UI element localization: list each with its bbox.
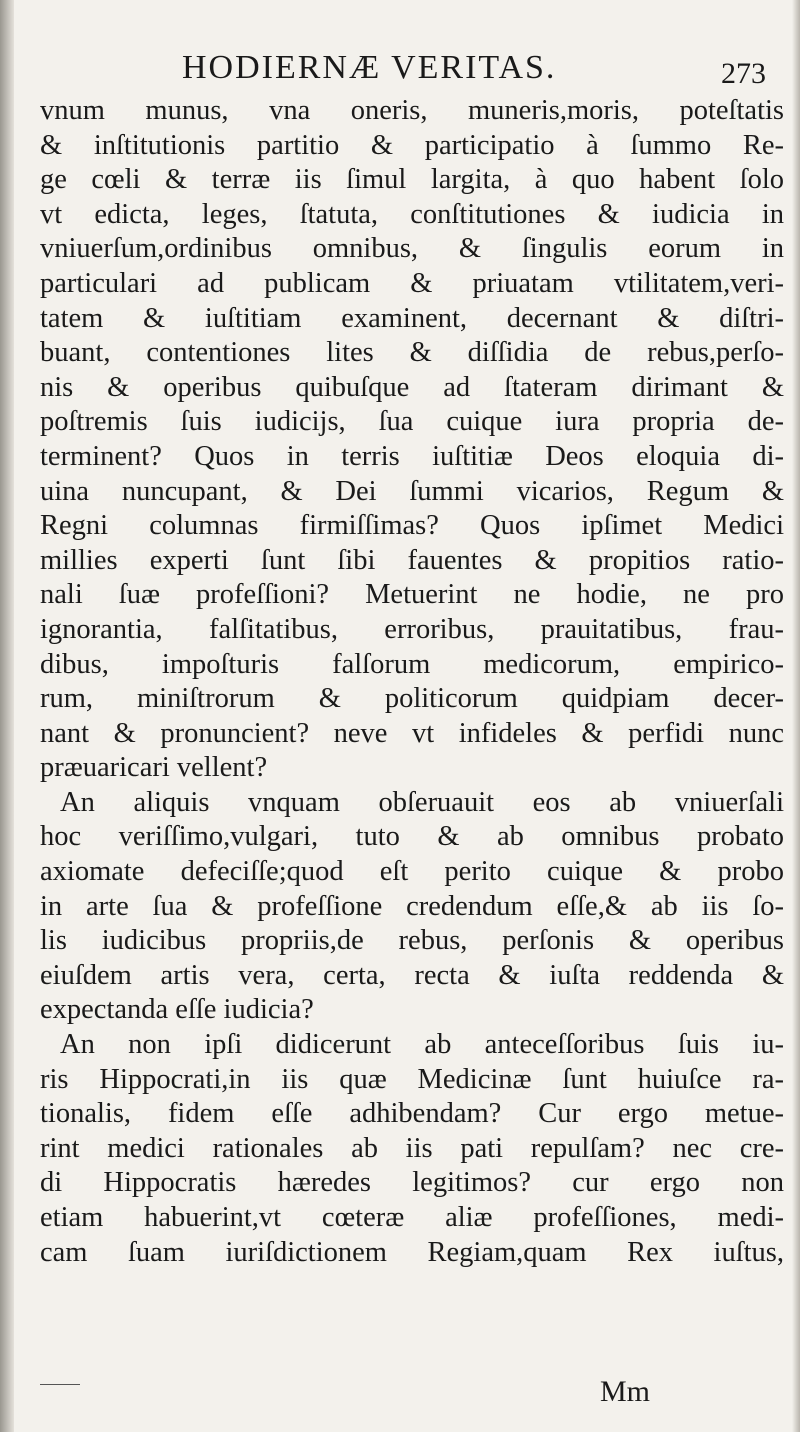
footer-rule [40, 1384, 80, 1385]
text-line: ris Hippocrati,in iis quæ Medicinæ ſunt huiuſce ra- [40, 1063, 784, 1095]
text-line: ignorantia, falſitatibus, erroribus, prauitatibus, frau- [40, 613, 784, 645]
text-line: vnum munus, vna oneris, muneris,moris, poteſtatis [40, 95, 784, 126]
text-line: nali ſuæ profeſſioni? Metuerint ne hodie, ne pro [40, 579, 784, 611]
paragraph-end-line: præuaricari vellent? [40, 752, 268, 784]
running-title: HODIERNÆ VERITAS. [182, 49, 557, 86]
text-line: cam ſuam iuriſdictionem Regiam,quam Rex iuſtus, [40, 1236, 784, 1268]
paragraph-start-line: An aliquis vnquam obſeruauit eos ab vniuerſali [60, 786, 784, 818]
text-line: vt edicta, leges, ſtatuta, conſtitutiones & iudicia in [40, 198, 784, 230]
text-line: di Hippocratis hæredes legitimos? cur ergo non [40, 1167, 784, 1199]
paragraph-end-line: expectanda eſſe iudicia? [40, 994, 314, 1026]
text-line: nant & pronuncient? neve vt infideles & perfidi nunc [40, 717, 784, 749]
text-line: dibus, impoſturis falſorum medicorum, empirico- [40, 648, 784, 680]
body-text [40, 94, 784, 1270]
text-line: hoc veriſſimo,vulgari, tuto & ab omnibus probato [40, 821, 784, 853]
text-line: terminent? Quos in terris iuſtitiæ Deos eloquia di- [40, 440, 784, 472]
text-line: vniuerſum,ordinibus omnibus, & ſingulis eorum in [40, 233, 784, 265]
text-line: etiam habuerint,vt cœteræ aliæ profeſſiones, medi- [40, 1202, 784, 1233]
text-line: tionalis, fidem eſſe adhibendam? Cur ergo metue- [40, 1098, 784, 1130]
text-line: particulari ad publicam & priuatam vtilitatem,veri- [40, 267, 784, 299]
page-number: 273 [721, 57, 766, 90]
text-line: uina nuncupant, & Dei ſummi vicarios, Regum & [40, 475, 784, 507]
text-line: rum, miniſtrorum & politicorum quidpiam decer- [40, 683, 784, 715]
text-line: in arte ſua & profeſſione credendum eſſe,& ab iis ſo- [40, 890, 784, 922]
text-line: axiomate defeciſſe;quod eſt perito cuique & probo [40, 856, 784, 888]
text-line: eiuſdem artis vera, certa, recta & iuſta reddenda & [40, 959, 784, 991]
text-line: & inſtitutionis partitio & participatio à ſummo Re- [40, 129, 784, 161]
text-line: tatem & iuſtitiam examinent, decernant & diſtri- [40, 302, 784, 334]
text-line: nis & operibus quibuſque ad ſtateram dirimant & [40, 371, 784, 403]
running-head [60, 44, 770, 92]
text-line: Regni columnas firmiſſimas? Quos ipſimet Medici [40, 510, 784, 542]
paragraph-start-line: An non ipſi didicerunt ab anteceſſoribus ſuis iu- [60, 1029, 784, 1061]
catchword: Mm [599, 1375, 650, 1408]
text-line: ge cœli & terræ iis ſimul largita, à quo habent ſolo [40, 164, 784, 196]
text-line: rint medici rationales ab iis pati repulſam? nec cre- [40, 1132, 784, 1164]
text-line: millies experti ſunt ſibi fauentes & propitios ratio- [40, 544, 784, 576]
text-line: lis iudicibus propriis,de rebus, perſonis & operibus [40, 925, 784, 957]
text-line: poſtremis ſuis iudicijs, ſua cuique iura propria de- [40, 406, 784, 438]
text-line: buant, contentiones lites & diſſidia de rebus,perſo- [40, 337, 784, 369]
